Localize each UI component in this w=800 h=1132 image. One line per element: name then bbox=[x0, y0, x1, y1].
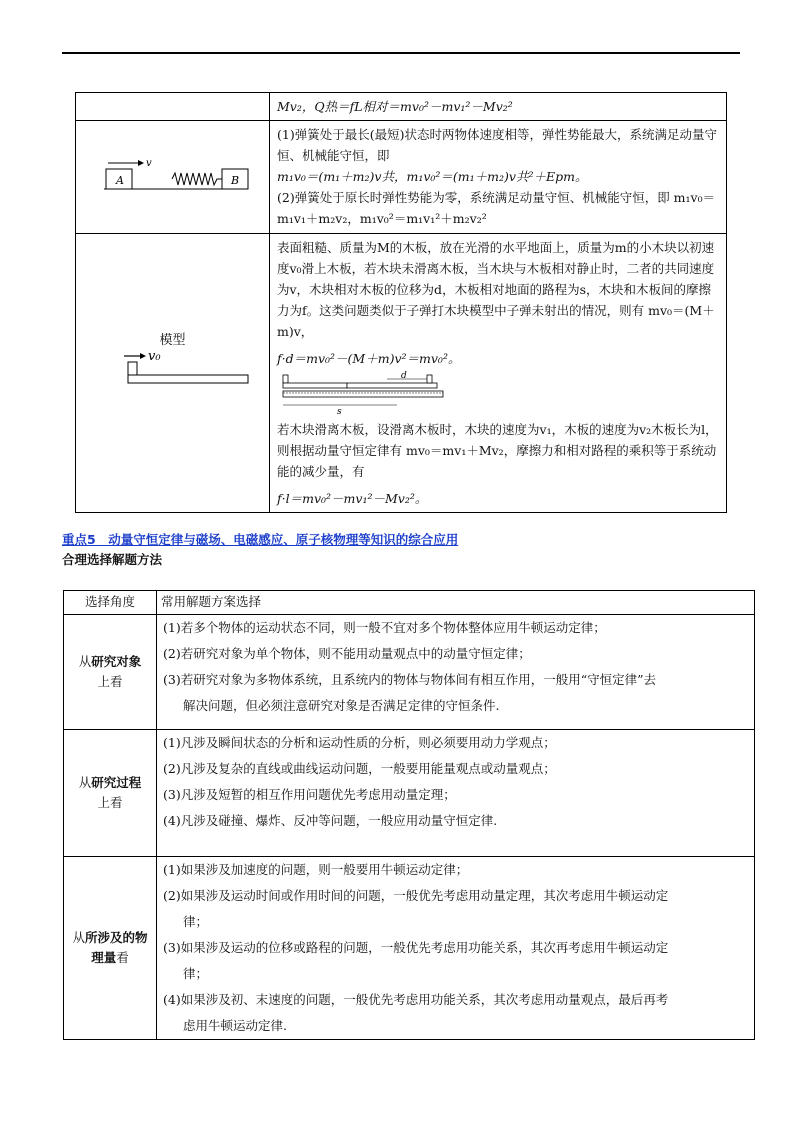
method-cell bbox=[157, 730, 755, 857]
board-diagram-cell bbox=[76, 234, 270, 513]
header-left: 选择角度 bbox=[64, 591, 157, 615]
board-formula-2: f·l＝mv₀²－mv₁²－Mv₂²。 bbox=[277, 491, 428, 506]
section-title-link[interactable]: 重点5 动量守恒定律与磁场、电磁感应、原子核物理等知识的综合应用 bbox=[62, 532, 459, 547]
list-item: (1)凡涉及瞬间状态的分析和运动性质的分析，则必须要用动力学观点； bbox=[163, 735, 556, 750]
table-row bbox=[76, 121, 727, 234]
angle-prefix: 从 bbox=[78, 654, 92, 669]
list-item-continuation: 律； bbox=[183, 966, 209, 981]
table-row bbox=[64, 730, 755, 857]
angle-keyword: 所涉及的物理量 bbox=[85, 930, 148, 965]
header-rule bbox=[62, 52, 740, 54]
velocity-arrow-icon bbox=[140, 353, 146, 359]
header-right: 常用解题方案选择 bbox=[157, 591, 755, 615]
angle-keyword: 研究过程 bbox=[91, 775, 142, 790]
angle-cell bbox=[64, 615, 157, 730]
list-item: (4)凡涉及碰撞、爆炸、反冲等问题，一般应用动量守恒定律. bbox=[163, 813, 498, 828]
list-item: (3)凡涉及短暂的相互作用问题优先考虑用动量定理； bbox=[163, 787, 456, 802]
section-subtitle: 合理选择解题方法 bbox=[62, 552, 163, 567]
board-formula-1: f·d＝mv₀²－(M＋m)v²＝mv₀²。 bbox=[277, 351, 461, 366]
angle-keyword: 研究对象 bbox=[91, 654, 142, 669]
board-relative-diagram bbox=[277, 371, 447, 417]
angle-suffix: 上看 bbox=[97, 674, 123, 689]
list-item-continuation: 律； bbox=[183, 914, 209, 929]
angle-suffix: 看 bbox=[116, 950, 129, 965]
table-row bbox=[64, 857, 755, 1040]
list-item-continuation: 虑用牛顿运动定律. bbox=[183, 1018, 287, 1033]
label-s: s bbox=[337, 407, 342, 417]
label-a: A bbox=[116, 174, 124, 187]
board-paragraph-2: 若木块滑离木板，设滑离木板时，木块的速度为v₁，木板的速度为v₂木板长为l，则根据动量守恒定律有 mv₀＝mv₁＋Mv₂，摩擦力和相对路程的乘积等于系统动能的减少量，有 bbox=[277, 422, 718, 479]
method-cell bbox=[157, 857, 755, 1040]
list-item: (1)如果涉及加速度的问题，则一般要用牛顿运动定律； bbox=[163, 862, 469, 877]
table-row bbox=[64, 615, 755, 730]
table-cell bbox=[270, 121, 727, 234]
table-row bbox=[76, 93, 727, 121]
spring-icon bbox=[172, 173, 222, 185]
list-item-continuation: 解决问题，但必须注意研究对象是否满足定律的守恒条件. bbox=[183, 698, 500, 713]
method-cell bbox=[157, 615, 755, 730]
list-item: (4)如果涉及初、末速度的问题，一般优先考虑用功能关系，其次考虑用动量观点，最后再考 bbox=[163, 992, 669, 1007]
spring-paragraph-2: (2)弹簧处于原长时弹性势能为零，系统满足动量守恒、机械能守恒，即 m₁v₀＝m₁v₁＋m₂v₂，m₁v₀²＝m₁v₁²＋m₂v₂² bbox=[277, 190, 716, 226]
spring-paragraph-1: (1)弹簧处于最长(最短)状态时两物体速度相等，弹性势能最大，系统满足动量守恒、机械能守恒，即 bbox=[277, 127, 717, 163]
angle-cell bbox=[64, 730, 157, 857]
spring-diagram-cell bbox=[76, 121, 270, 234]
angle-cell bbox=[64, 857, 157, 1040]
list-item: (1)若多个物体的运动状态不同，则一般不宜对多个物体整体应用牛顿运动定律； bbox=[163, 620, 606, 635]
label-d: d bbox=[401, 371, 407, 381]
board-paragraph-1: 表面粗糙、质量为M的木板，放在光滑的水平地面上，质量为m的小木块以初速度v₀滑上木板，若木块未滑离木板，当木块与木板相对静止时，二者的共同速度为v，木块相对木板的位移为d，木板相对地面的路程为s，木块和木板间的摩擦力为f。这类问题类似于子弹打木块模型中子弹未射出的情况，则有 mv₀＝(M＋m)v， bbox=[277, 240, 715, 339]
list-item: (2)若研究对象为单个物体，则不能用动量观点中的动量守恒定律； bbox=[163, 646, 531, 661]
spring-diagram bbox=[76, 123, 269, 231]
table-cell bbox=[76, 93, 270, 121]
list-item: (2)如果涉及运动时间或作用时间的问题，一般优先考虑用动量定理，其次考虑用牛顿运动定 bbox=[163, 888, 669, 903]
table-cell bbox=[270, 234, 727, 513]
list-item: (3)如果涉及运动的位移或路程的问题，一般优先考虑用功能关系，其次再考虑用牛顿运动定 bbox=[163, 940, 669, 955]
table-row bbox=[76, 234, 727, 513]
long-board bbox=[128, 375, 248, 383]
spring-formula-1: m₁v₀＝(m₁＋m₂)v共，m₁v₀²＝(m₁＋m₂)v共²＋Epm。 bbox=[277, 169, 588, 184]
label-v0: v₀ bbox=[148, 349, 161, 364]
angle-suffix: 上看 bbox=[97, 795, 123, 810]
method-table bbox=[63, 590, 755, 1040]
board-diagram bbox=[76, 342, 269, 422]
energy-formula: Mv₂，Q热＝fL相对＝mv₀²－mv₁²－Mv₂² bbox=[277, 99, 513, 114]
small-block bbox=[128, 362, 137, 375]
angle-prefix: 从 bbox=[78, 775, 92, 790]
angle-prefix: 从 bbox=[72, 930, 85, 945]
label-v: v bbox=[146, 158, 152, 169]
table-cell bbox=[270, 93, 727, 121]
velocity-arrow-icon bbox=[138, 160, 144, 166]
model-table bbox=[75, 92, 727, 513]
table-header-row bbox=[64, 591, 755, 615]
list-item: (2)凡涉及复杂的直线或曲线运动问题，一般要用能量观点或动量观点； bbox=[163, 761, 556, 776]
list-item: (3)若研究对象为多物体系统，且系统内的物体与物体间有相互作用，一般用“守恒定律”去 bbox=[163, 672, 656, 687]
label-b: B bbox=[231, 174, 240, 187]
model-label: 模型 bbox=[159, 333, 186, 348]
